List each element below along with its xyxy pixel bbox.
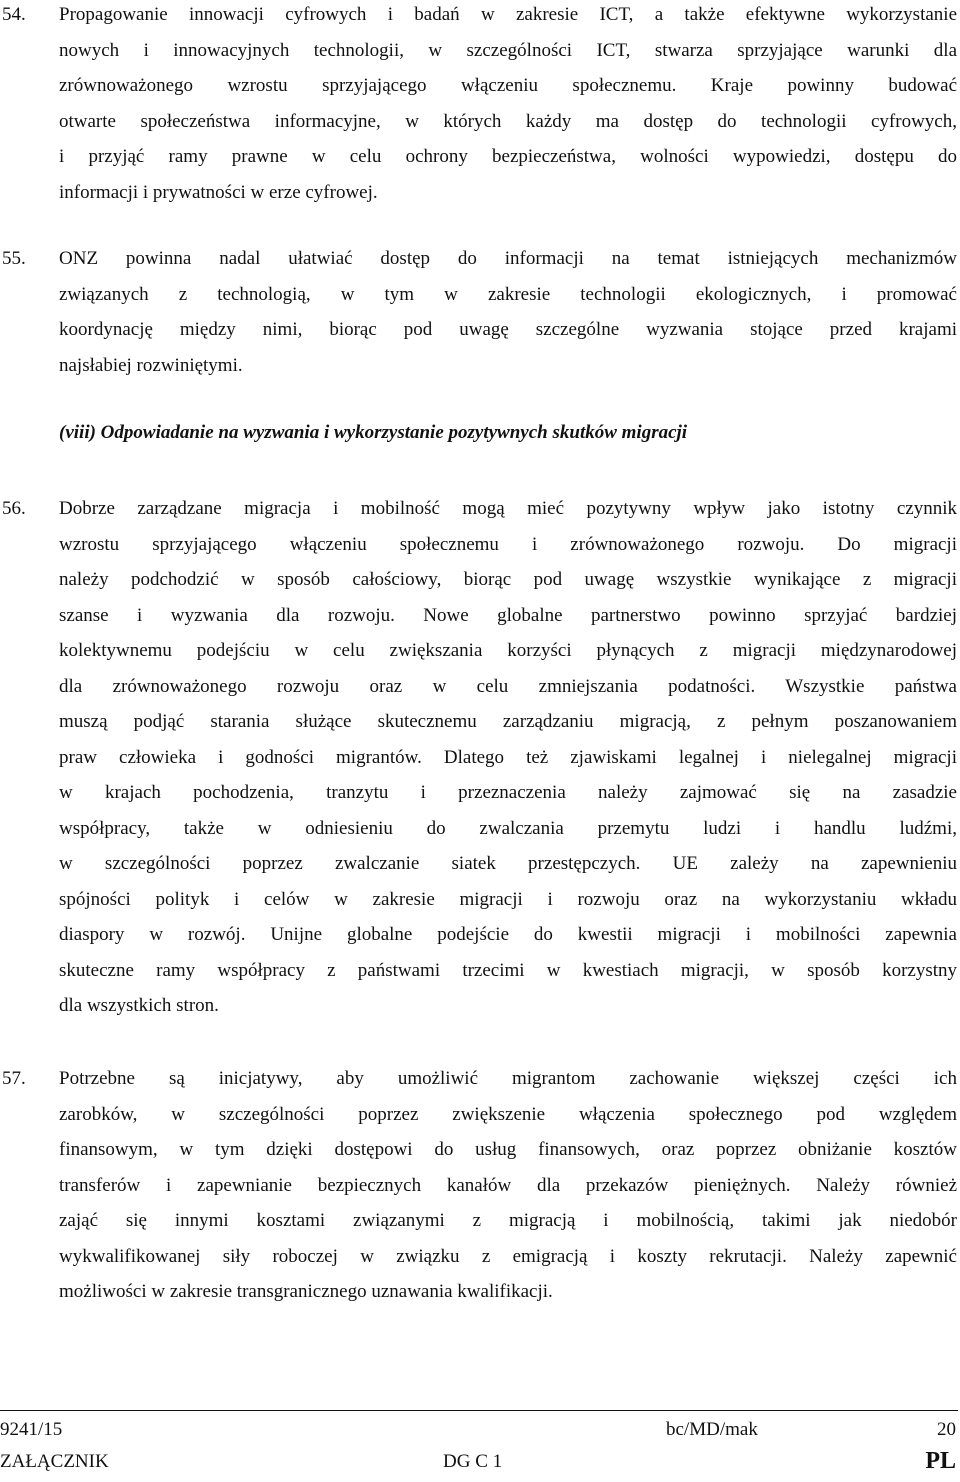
footer-dg: DG C 1 [443,1451,503,1472]
paragraph-number: 57. [2,1068,26,1089]
paragraph-text [59,0,957,210]
paragraph-55 [0,241,960,383]
paragraph-56 [0,491,960,1024]
text-line: skuteczne ramy współpracy z państwami trzecimi w kwestiach migracji, w sposób korzystny [59,959,957,981]
footer-annex: ZAŁĄCZNIK [0,1451,109,1472]
text-line: ONZ powinna nadal ułatwiać dostęp do informacji na temat istniejących mechanizmów [59,248,957,269]
text-line: możliwości w zakresie transgranicznego uznawania kwalifikacji. [59,1281,553,1302]
text-line: należy podchodzić w sposób całościowy, biorąc pod uwagę wszystkie wynikające z migracji [59,569,957,590]
text-line: wykwalifikowanej siły roboczej w związku z emigracją i koszty rekrutacji. Należy zapewnić [59,1245,957,1267]
text-line: kolektywnemu podejściu w celu zwiększania korzyści płynących z migracji międzynarodowej [59,640,957,661]
paragraph-text [59,1061,957,1310]
paragraph-text [59,241,957,383]
text-line: spójności polityk i celów w zakresie migracji i rozwoju oraz na wykorzystaniu wkładu [59,888,957,910]
paragraph-number: 55. [2,248,26,269]
text-line: transferów i zapewnianie bezpiecznych kanałów dla przekazów pieniężnych. Należy również [59,1174,957,1196]
text-line: zarobków, w szczególności poprzez zwiększenie włączenia społecznego pod względem [59,1103,957,1125]
footer-language: PL [925,1448,956,1474]
section-heading: (viii) Odpowiadanie na wyzwania i wykorzystanie pozytywnych skutków migracji [59,422,688,443]
text-line: współpracy, także w odniesieniu do zwalczania przemytu ludzi i handlu ludźmi, [59,817,957,839]
paragraph-number: 56. [2,498,26,519]
footer-initials: bc/MD/mak [666,1419,758,1440]
text-line: w szczególności poprzez zwalczanie siatek przestępczych. UE zależy na zapewnieniu [59,853,957,874]
text-line: wzrostu sprzyjającego włączeniu społecznemu i zrównoważonego rozwoju. Do migracji [59,533,957,555]
footer-divider [0,1410,958,1411]
text-line: Dobrze zarządzane migracja i mobilność mogą mieć pozytywny wpływ jako istotny czynnik [59,498,957,519]
text-line: otwarte społeczeństwa informacyjne, w których każdy ma dostęp do technologii cyfrowych, [59,110,957,132]
text-line: koordynację między nimi, biorąc pod uwagę szczególne wyzwania stojące przed krajami [59,319,957,340]
paragraph-number: 54. [2,4,26,25]
text-line: zrównoważonego wzrostu sprzyjającego włączeniu społecznemu. Kraje powinny budować [59,75,957,96]
paragraph-text [59,491,957,1024]
text-line: najsłabiej rozwiniętymi. [59,354,243,376]
text-line: związanych z technologią, w tym w zakresie technologii ekologicznych, i promować [59,283,957,305]
text-line: i przyjąć ramy prawne w celu ochrony bezpieczeństwa, wolności wypowiedzi, dostępu do [59,146,957,167]
text-line: dla wszystkich stron. [59,995,219,1016]
text-line: praw człowieka i godności migrantów. Dlatego też zjawiskami legalnej i nielegalnej migracji [59,746,957,768]
text-line: Potrzebne są inicjatywy, aby umożliwić migrantom zachowanie większej części ich [59,1068,957,1089]
paragraph-54 [0,0,960,210]
text-line: w krajach pochodzenia, tranzytu i przeznaczenia należy zajmować się na zasadzie [59,782,957,803]
text-line: muszą podjąć starania służące skutecznemu zarządzaniu migracją, z pełnym poszanowaniem [59,711,957,732]
text-line: zająć się innymi kosztami związanymi z migracją i mobilnością, takimi jak niedobór [59,1210,957,1231]
footer-doc-number: 9241/15 [0,1419,63,1440]
footer-page-number: 20 [937,1419,956,1440]
text-line: diaspory w rozwój. Unijne globalne podejście do kwestii migracji i mobilności zapewnia [59,924,957,945]
text-line: informacji i prywatności w erze cyfrowej. [59,181,378,203]
text-line: dla zrównoważonego rozwoju oraz w celu zmniejszania podatności. Wszystkie państwa [59,675,957,697]
text-line: Propagowanie innowacji cyfrowych i badań w zakresie ICT, a także efektywne wykorzystanie [59,4,957,25]
text-line: nowych i innowacyjnych technologii, w szczególności ICT, stwarza sprzyjające warunki dla [59,39,957,61]
paragraph-57 [0,1061,960,1310]
text-line: szanse i wyzwania dla rozwoju. Nowe globalne partnerstwo powinno sprzyjać bardziej [59,604,957,626]
text-line: finansowym, w tym dzięki dostępowi do usług finansowych, oraz poprzez obniżanie kosztów [59,1139,957,1160]
